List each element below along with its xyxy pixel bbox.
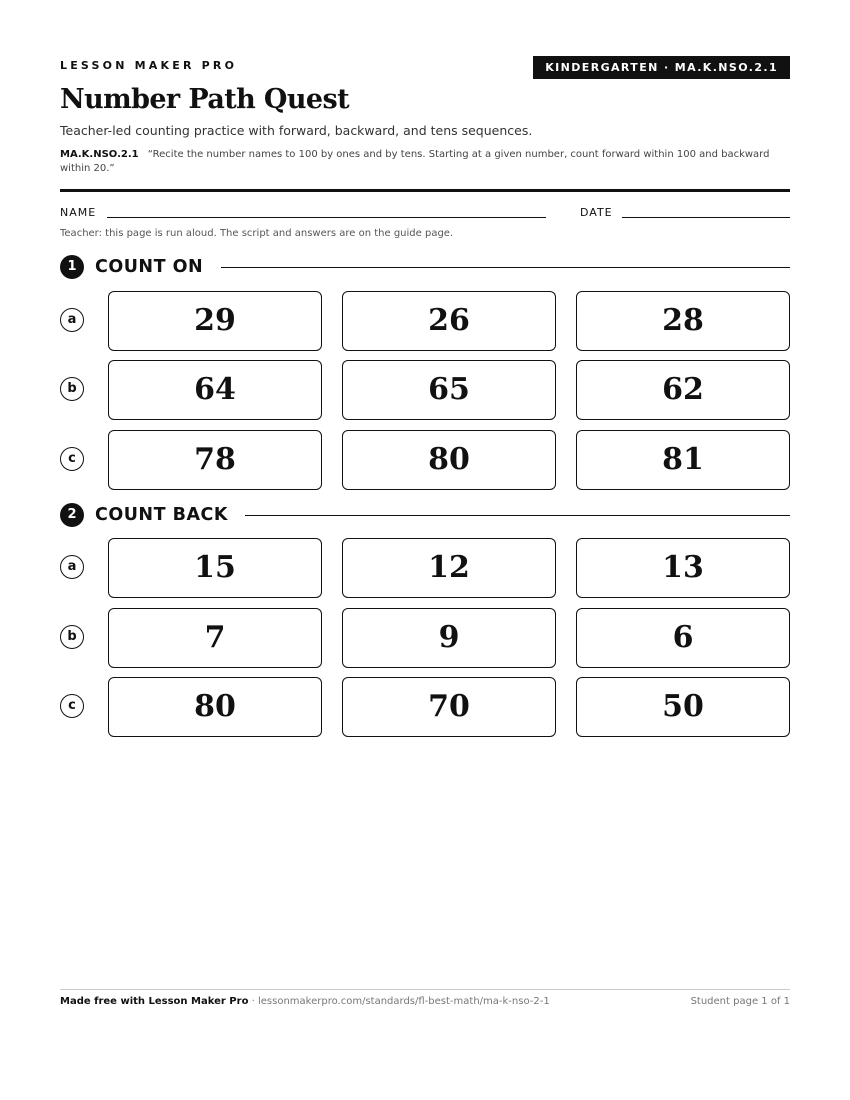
- number-card: [576, 677, 790, 737]
- row-label: b: [60, 625, 84, 649]
- standard-description: [60, 148, 780, 176]
- number-card: [342, 538, 556, 598]
- section-count-on-heading: [60, 255, 790, 279]
- number-value: 26: [428, 303, 470, 338]
- number-value: 64: [194, 372, 236, 407]
- number-value: 78: [194, 442, 236, 477]
- section-count-back-heading: [60, 503, 790, 527]
- header-bar: [60, 56, 790, 80]
- number-card: [342, 677, 556, 737]
- number-card: [576, 360, 790, 420]
- problem-row: [60, 538, 790, 598]
- number-value: 7: [204, 620, 226, 655]
- date-field[interactable]: [622, 217, 790, 218]
- row-label: a: [60, 308, 84, 332]
- page-title: Number Path Quest: [60, 84, 349, 115]
- number-card: [342, 430, 556, 490]
- number-value: 80: [194, 689, 236, 724]
- number-card: [576, 430, 790, 490]
- number-value: 62: [662, 372, 704, 407]
- number-card: [576, 291, 790, 351]
- number-value: 15: [194, 550, 236, 585]
- page-subtitle: Teacher-led counting practice with forward, backward, and tens sequences.: [60, 123, 533, 138]
- number-card: [342, 608, 556, 668]
- date-label: DATE: [580, 206, 613, 219]
- number-value: 13: [662, 550, 704, 585]
- number-value: 80: [428, 442, 470, 477]
- name-label: NAME: [60, 206, 97, 219]
- problem-row: [60, 291, 790, 351]
- header-divider: [60, 189, 790, 192]
- section-number-badge: 2: [60, 503, 84, 527]
- number-card: [108, 360, 322, 420]
- footer-url-link[interactable]: lessonmakerpro.com/standards/fl-best-math/ma-k-nso-2-1: [257, 996, 550, 1007]
- number-value: 70: [428, 689, 470, 724]
- number-card: [108, 677, 322, 737]
- problem-row: [60, 360, 790, 420]
- worksheet-page: [60, 0, 790, 1100]
- footer-page-number: Student page 1 of 1: [690, 996, 790, 1007]
- number-value: 12: [428, 550, 470, 585]
- standard-code: MA.K.NSO.2.1: [60, 149, 139, 160]
- number-card: [576, 608, 790, 668]
- number-card: [108, 291, 322, 351]
- standard-text: “Recite the number names to 100 by ones and by tens. Starting at a given number, count forward within 100 and backward within 20.”: [60, 149, 770, 174]
- row-label: c: [60, 694, 84, 718]
- problem-row: [60, 430, 790, 490]
- section-number-badge: 1: [60, 255, 84, 279]
- number-value: 6: [672, 620, 694, 655]
- name-field[interactable]: [107, 217, 546, 218]
- row-label: b: [60, 377, 84, 401]
- row-label: a: [60, 555, 84, 579]
- number-value: 65: [428, 372, 470, 407]
- footer-made-with: Made free with Lesson Maker Pro: [60, 996, 249, 1007]
- section-divider: [221, 267, 790, 268]
- grade-standard-badge: KINDERGARTEN · MA.K.NSO.2.1: [533, 56, 790, 79]
- number-card: [576, 538, 790, 598]
- footer-credit: [60, 996, 550, 1007]
- footer-divider: [60, 989, 790, 990]
- section-divider: [245, 515, 790, 516]
- number-value: 81: [662, 442, 704, 477]
- number-card: [108, 538, 322, 598]
- number-value: 29: [194, 303, 236, 338]
- number-card: [108, 608, 322, 668]
- number-value: 28: [662, 303, 704, 338]
- number-card: [342, 360, 556, 420]
- number-card: [342, 291, 556, 351]
- section-title: COUNT BACK: [95, 505, 228, 525]
- section-title: COUNT ON: [95, 257, 204, 277]
- problem-row: [60, 677, 790, 737]
- number-card: [108, 430, 322, 490]
- teacher-note: Teacher: this page is run aloud. The script and answers are on the guide page.: [60, 228, 454, 239]
- number-value: 50: [662, 689, 704, 724]
- row-label: c: [60, 447, 84, 471]
- brand-name: LESSON MAKER PRO: [60, 59, 238, 72]
- problem-row: [60, 608, 790, 668]
- number-value: 9: [438, 620, 460, 655]
- footer-separator: ·: [248, 996, 258, 1007]
